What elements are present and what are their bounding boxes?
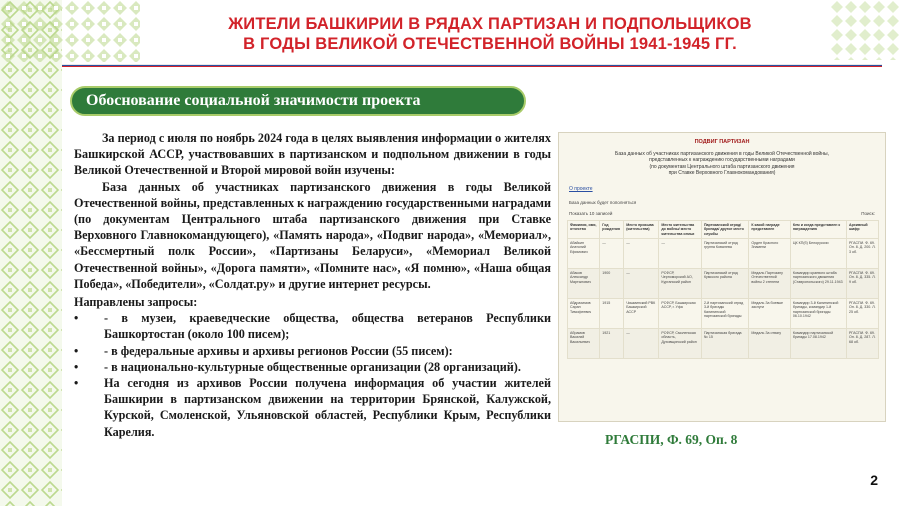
bullet-dot: • — [74, 311, 79, 326]
table-cell: 1900 — [600, 269, 624, 299]
table-cell: Медаль Партизану Отечественной войны 2 степени — [749, 269, 791, 299]
table-cell: — — [624, 269, 659, 299]
table-row — [568, 269, 879, 299]
doc-controls — [569, 211, 875, 216]
title-line-1: ЖИТЕЛИ БАШКИРИИ В РЯДАХ ПАРТИЗАН И ПОДПОЛЬЩИКОВ — [228, 15, 752, 33]
result-text: На сегодня из архивов России получена информация об участии жителей Башкирии в партизанском движении на территории Брянской, Калужской, Курской, Смоленской, Ульяновской областей, Республики Крым, Республики Карелия. — [104, 376, 551, 439]
result-item — [74, 375, 551, 440]
table-cell: РГАСПИ. Ф. 69. Оп. 8. Д. 335. Л. 9 об. — [847, 269, 879, 299]
table-row — [568, 299, 879, 329]
column-header[interactable]: Фамилия, имя, отчество — [568, 221, 600, 239]
bullet-item — [74, 343, 551, 359]
table-cell: Медаль За отвагу — [749, 329, 791, 359]
doc-subtitle-line: (по документам Центрального штаба партизанского движения — [649, 163, 795, 170]
bullet-dot: • — [74, 343, 79, 358]
table-row — [568, 239, 879, 269]
table-cell: Абрамов Василий Васильевич — [568, 329, 600, 359]
table-cell: РГАСПИ. Ф. 69. Оп. 8. Д. 200. Л. 3 об. — [847, 239, 879, 269]
table-row — [568, 329, 879, 359]
table-cell: ЦК КП(б) Белоруссии — [790, 239, 846, 269]
table-cell: Абайкин Анатолий Ефимович — [568, 239, 600, 269]
table-cell: РГАСПИ. Ф. 69. Оп. 8. Д. 287. Л. 68 об. — [847, 329, 879, 359]
doc-subtitle-line: при Ставке Верховного Главнокомандования) — [668, 169, 776, 176]
column-header[interactable]: Кем и когда представлен к награждению — [790, 221, 846, 239]
column-header[interactable]: Архивный шифр — [847, 221, 879, 239]
table-cell: Абаков Александр Мартынович — [568, 269, 600, 299]
main-text — [74, 130, 551, 440]
table-cell: Партизанский отряд группа Ковалева — [701, 239, 748, 269]
table-cell: — — [624, 329, 659, 359]
bullet-text: - в музеи, краеведческие общества, общества ветеранов Республики Башкортостан (около 100 писем); — [104, 311, 551, 342]
bullet-item — [74, 310, 551, 342]
slide-title — [120, 14, 860, 54]
bullet-dot: • — [74, 376, 79, 391]
column-header[interactable]: Год рождения — [600, 221, 624, 239]
table-cell: — — [600, 239, 624, 269]
table-cell: Медаль За боевые заслуги — [749, 299, 791, 329]
table-cell: Партизанская бригада № 15 — [701, 329, 748, 359]
table-cell: — — [624, 239, 659, 269]
database-screenshot — [558, 132, 886, 422]
table-cell: РСФСР, Черноморский АО, Курганский район — [659, 269, 702, 299]
about-project-link[interactable]: О проекте — [569, 186, 593, 193]
table-cell: Командир 3-й Калининской бригады, командир 1-й партизанской бригады 06.10.1942 — [790, 299, 846, 329]
bullet-text: - в федеральные архивы и архивы регионов России (55 писем): — [104, 343, 453, 358]
column-header[interactable]: Партизанский отряд/ бригада/ другое место службы — [701, 221, 748, 239]
intro-paragraph: За период с июля по ноябрь 2024 года в целях выявления информации о жителях Башкирской АССР, участвовавших в партизанском и подпольном движении в годы Великой Отечественной и Второй мировой войн изучены: — [74, 131, 551, 178]
doc-title: ПОДВИГ ПАРТИЗАН — [694, 139, 750, 145]
tricolor-divider — [62, 64, 882, 67]
table-cell: — — [659, 239, 702, 269]
column-header[interactable]: К какой награде представлен — [749, 221, 791, 239]
requests-label: Направлены запросы: — [74, 295, 198, 310]
title-line-2: В ГОДЫ ВЕЛИКОЙ ОТЕЧЕСТВЕННОЙ ВОЙНЫ 1941-1945 ГГ. — [243, 35, 737, 53]
bullet-item — [74, 359, 551, 375]
doc-subtitle — [559, 151, 885, 176]
table-cell: 1921 — [600, 329, 624, 359]
participants-table — [567, 220, 879, 359]
section-heading — [70, 86, 526, 116]
page-size-select[interactable]: Показать 10 записей — [569, 211, 613, 217]
table-cell: Командир краевого штаба партизанского движения (Ставропольского) 29.11.1943 — [790, 269, 846, 299]
doc-search-label[interactable]: Поиск: — [861, 211, 875, 217]
table-cell: 2-й партизанский отряд 3-й бригады Калининской партизанской бригады — [701, 299, 748, 329]
page-number: 2 — [870, 472, 878, 488]
doc-subtitle-line: представленных к награждению государственными наградами — [649, 157, 795, 164]
section-heading-text: Обоснование социальной значимости проекта — [86, 92, 421, 109]
table-header-row — [568, 221, 879, 239]
column-header[interactable]: Место призыва (жительства) — [624, 221, 659, 239]
table-cell: РСФСР, Башкирская АССР, г. Уфа — [659, 299, 702, 329]
table-cell: РСФСР, Смоленская область, Духовщинский район — [659, 329, 702, 359]
table-cell: Командир партизанской бригады 17.08.1942 — [790, 329, 846, 359]
database-paragraph: База данных об участниках партизанского движения в годы Великой Отечественной войны, представленных к награждению государственными наградами (по документам Центрального штаба партизанского движения при Ставке Верховного Главнокомандующего), «Память народа», «Подвиг народа», «Мемориал», «Бессмертный полк России», «Партизаны Беларуси», «Мемориал Великой Отечественной войны», «Дорога памяти», «Помните нас», «Я помню», «Наша общая Победа», «Победители», «Солдат.ру» и другие интернет ресурсы. — [74, 179, 551, 291]
bullet-text: - в национально-культурные общественные организации (28 организаций). — [104, 359, 521, 374]
top-left-ornament — [0, 0, 140, 80]
doc-note: База данных будет пополняться — [569, 200, 637, 206]
column-header[interactable]: Место жительства до войны/ место жительства семьи — [659, 221, 702, 239]
table-cell: Абдрахимов Саран Тимофеевич — [568, 299, 600, 329]
table-cell: РГАСПИ. Ф. 69. Оп. 8. Д. 330. Л. 25 об. — [847, 299, 879, 329]
table-cell: 1915 — [600, 299, 624, 329]
table-cell: Орден Красного Знамени — [749, 239, 791, 269]
table-cell: Партизанский отряд Кумского района — [701, 269, 748, 299]
archive-caption: РГАСПИ, Ф. 69, Оп. 8 — [605, 432, 738, 447]
doc-subtitle-line: База данных об участниках партизанского движения в годы Великой Отечественной войны, — [615, 151, 829, 157]
bullet-dot: • — [74, 359, 79, 374]
table-cell: Чишминский РВК Башкирской АССР — [624, 299, 659, 329]
